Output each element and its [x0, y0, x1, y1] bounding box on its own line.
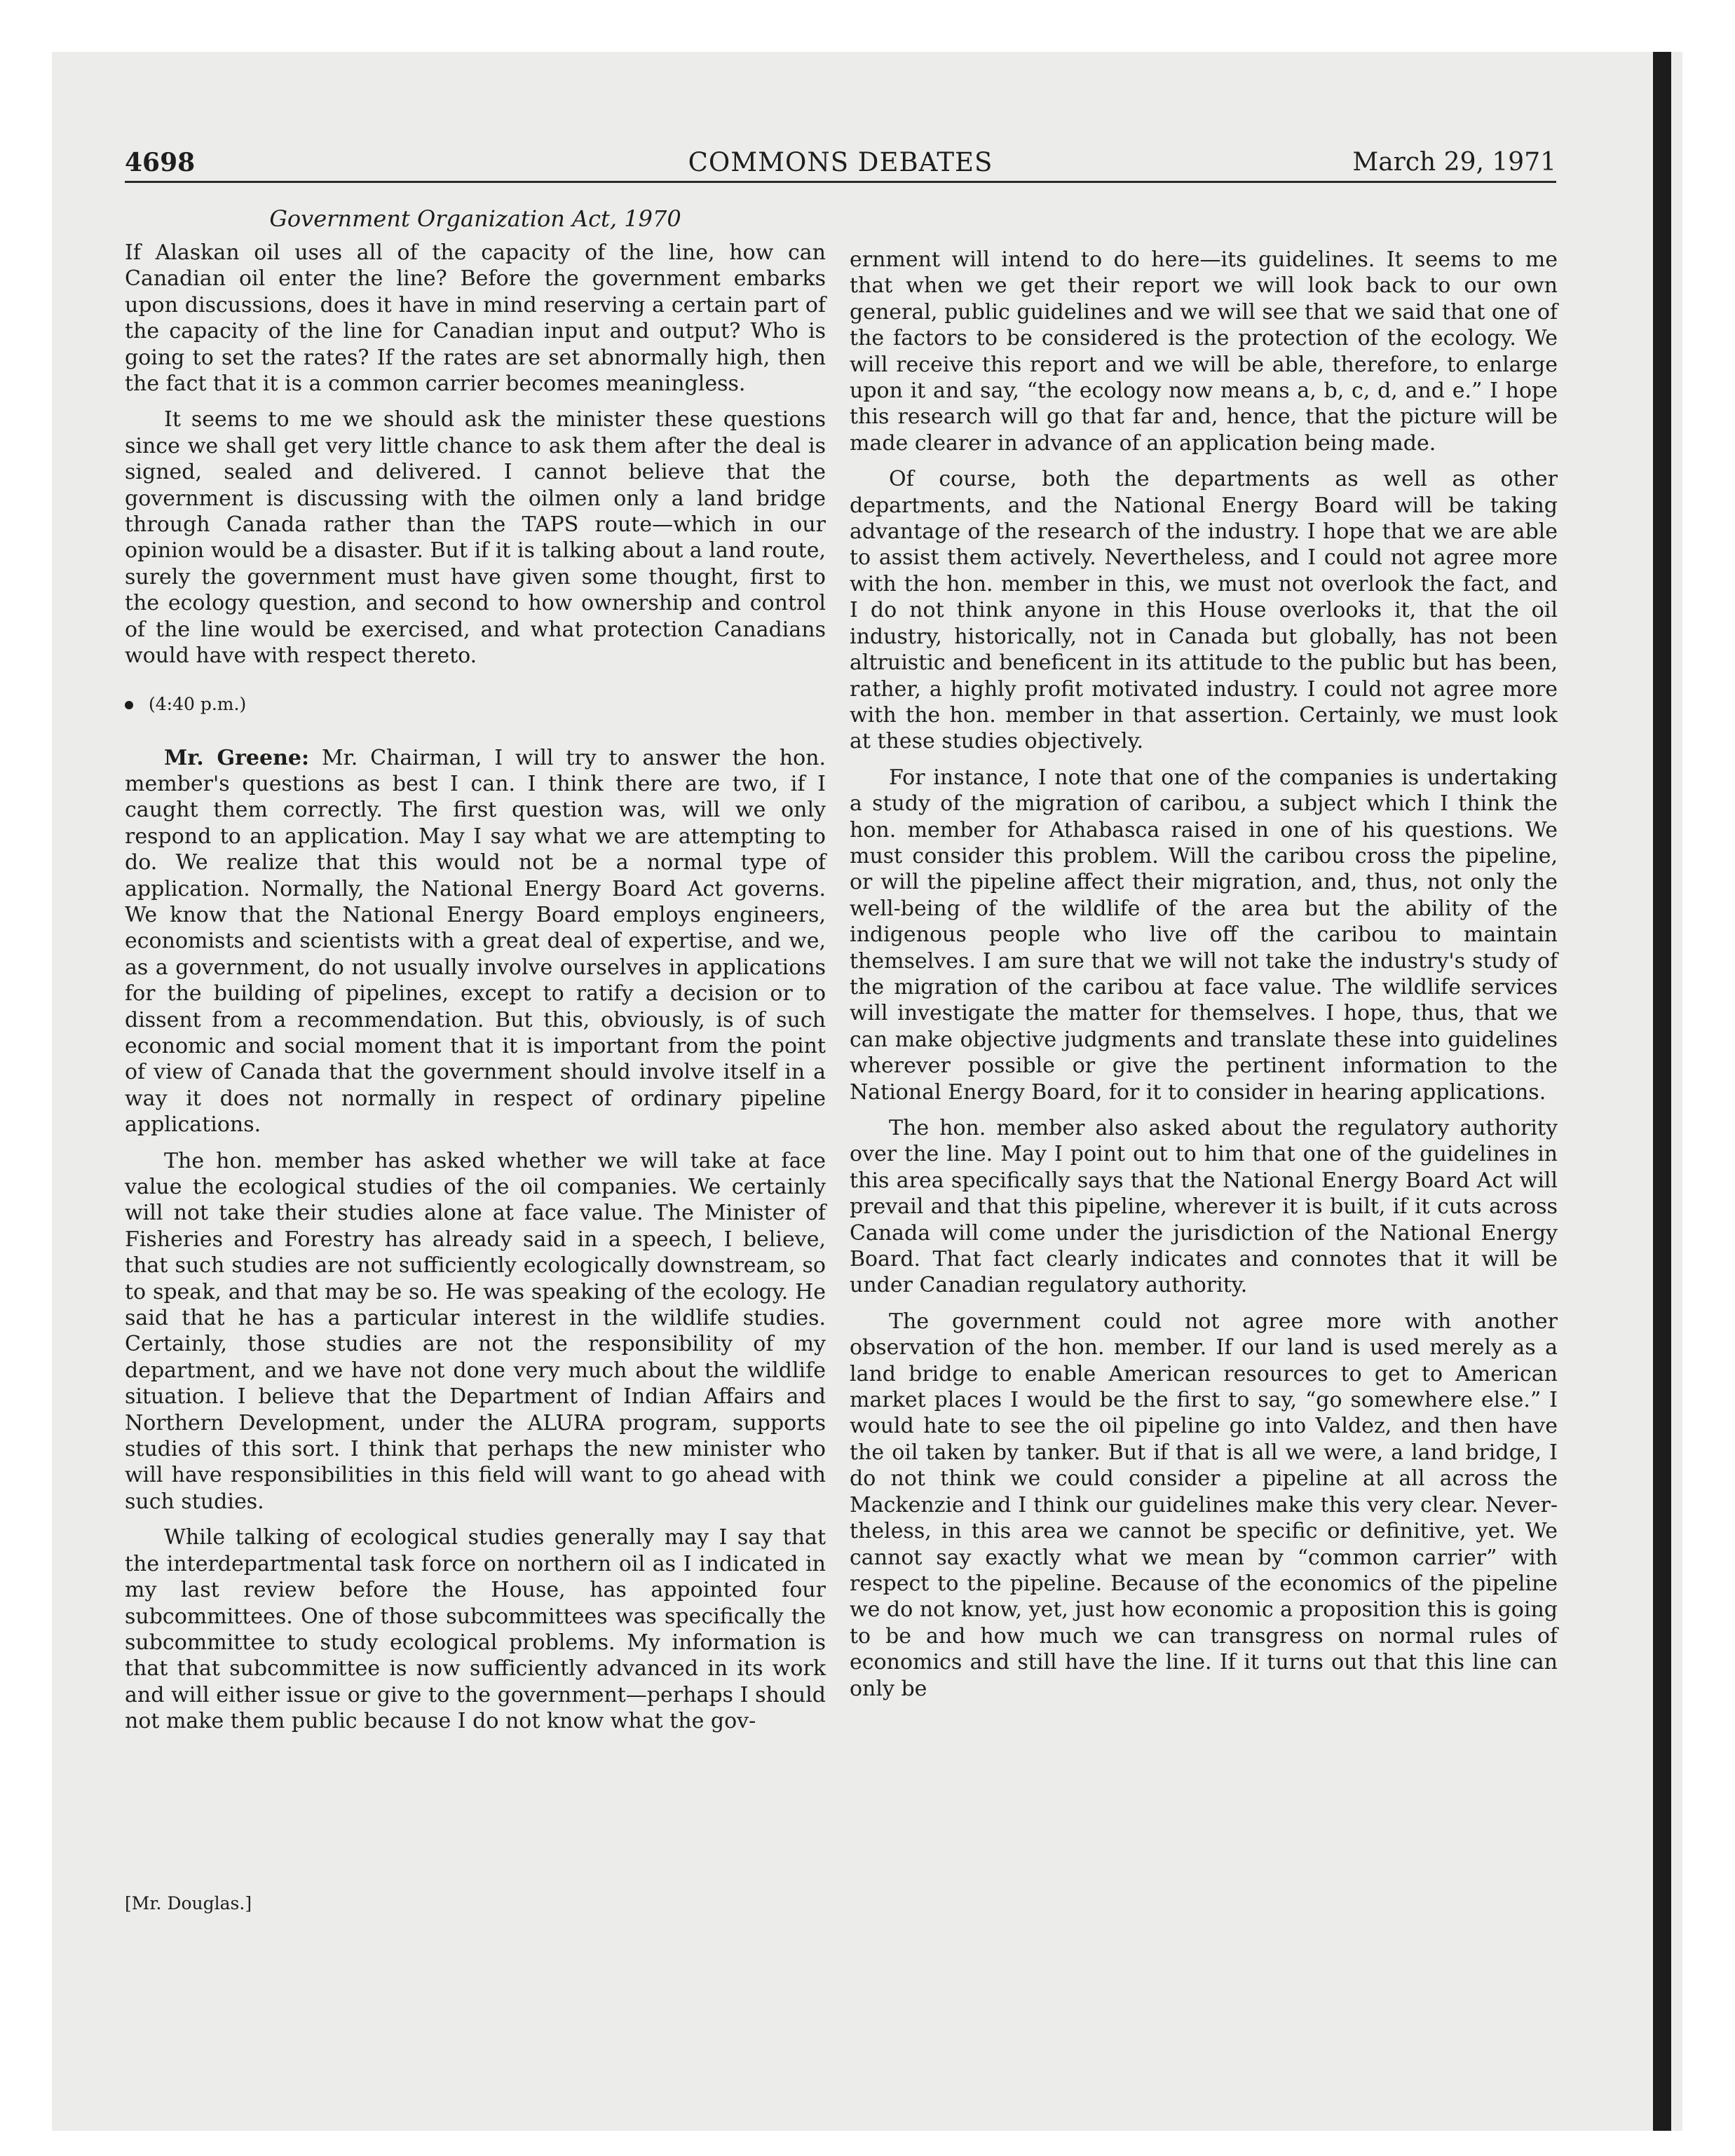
page-number: 4698	[125, 148, 196, 177]
time-note	[125, 693, 826, 716]
right-column	[850, 247, 1558, 1712]
paragraph: ernment will intend to do here—its guidelines. It seems to me that when we get their report we will look back to our own general, public guidelines and we will see that we said that one of the factors to be considered is the protection of the ecology. We will receive this report and we will be able, therefore, to enlarge upon it and say, “the ecology now means a, b, c, d, and e.” I hope this research will go that far and, hence, that the picture will be made clearer in advance of an application being made.	[850, 247, 1558, 456]
paragraph: If Alaskan oil uses all of the capacity of the line, how can Canadian oil enter the line? Before the government embarks upon discussions, does it have in mind reserving a certain part of the capacity of the line for Canadian input and output? Who is going to set the rates? If the rates are set abnormally high, then the fact that it is a common carrier becomes meaningless.	[125, 240, 826, 397]
speaker-paragraph	[125, 745, 826, 1138]
bullet-icon	[125, 701, 133, 709]
binding-edge	[1653, 52, 1671, 2131]
footer-note: [Mr. Douglas.]	[125, 1893, 252, 1913]
paragraph: The hon. member also asked about the regulatory authority over the line. May I point out to him that one of the guidelines in this area specifically says that the National Energy Board Act will prevail and that this pipeline, wherever it is built, if it cuts across Canada will come under the jurisdiction of the National Energy Board. That fact clearly indicates and connotes that it will be under Canadian regulatory authority.	[850, 1116, 1558, 1298]
speaker-name: Mr. Greene:	[164, 745, 310, 770]
page-date: March 29, 1971	[1352, 148, 1556, 177]
paragraph: Of course, both the departments as well as other departments, and the National Energy Board will be taking advantage of the research of the industry. I hope that we are able to assist them actively. Nevertheless, and I could not agree more with the hon. member in this, we must not overlook the fact, and I do not think anyone in this House overlooks it, that the oil industry, historically, not in Canada but globally, has not been altruistic and beneficent in its attitude to the public but has been, rather, a highly profit motivated industry. I could not agree more with the hon. member in that assertion. Certainly, we must look at these studies objectively.	[850, 467, 1558, 754]
paragraph: It seems to me we should ask the minister these questions since we shall get very little chance to ask them after the deal is signed, sealed and delivered. I cannot believe that the government is discussing with the oilmen only a land bridge through Canada rather than the TAPS route—which in our opinion would be a disaster. But if it is talking about a land route, surely the government must have given some thought, first to the ecology question, and second to how ownership and control of the line would be exercised, and what protection Canadians would have with respect thereto.	[125, 407, 826, 669]
left-column	[125, 205, 826, 1745]
speech-text: Mr. Chairman, I will try to answer the hon. member's questions as best I can. I think there are two, if I caught them correctly. The first question was, will we only respond to an application. May I say what we are attempting to do. We realize that this would not be a normal type of application. Normally, the National Energy Board Act governs. We know that the National Energy Board employs engineers, economists and scientists with a great deal of expertise, and we, as a government, do not usually involve ourselves in applications for the building of pipelines, except to ratify a decision or to dissent from a recommendation. But this, obviously, is of such economic and social moment that it is important from the point of view of Canada that the government should involve itself in a way it does not normally in respect of ordinary pipeline applications.	[125, 745, 826, 1138]
paragraph: The government could not agree more with another observation of the hon. member. If our land is used merely as a land bridge to enable American resources to get to American market places I would be the first to say, “go somewhere else.” I would hate to see the oil pipeline go into Valdez, and then have the oil taken by tanker. But if that is all we were, a land bridge, I do not think we could consider a pipeline at all across the Mackenzie and I think our guidelines make this very clear. Nevertheless, in this area we cannot be specific or definitive, yet. We cannot say exactly what we mean by “common carrier” with respect to the pipeline. Because of the economics of the pipeline we do not know, yet, just how economic a proposition this is going to be and how much we can transgress on normal rules of economics and still have the line. If it turns out that this line can only be	[850, 1309, 1558, 1701]
paragraph: For instance, I note that one of the companies is undertaking a study of the migration of caribou, a subject which I think the hon. member for Athabasca raised in one of his questions. We must consider this problem. Will the caribou cross the pipeline, or will the pipeline affect their migration, and, thus, not only the well-being of the wildlife of the area but the ability of the indigenous people who live off the caribou to maintain themselves. I am sure that we will not take the industry's study of the migration of the caribou at face value. The wildlife services will investigate the matter for themselves. I hope, thus, that we can make objective judgments and translate these into guidelines wherever possible or give the pertinent information to the National Energy Board, for it to consider in hearing applications.	[850, 765, 1558, 1105]
paragraph: The hon. member has asked whether we will take at face value the ecological studies of the oil companies. We certainly will not take their studies alone at face value. The Minister of Fisheries and Forestry has already said in a speech, I believe, that such studies are not sufficiently ecologically downstream, so to speak, and that may be so. He was speaking of the ecology. He said that he has a particular interest in the wildlife studies. Certainly, those studies are not the responsibility of my department, and we have not done very much about the wildlife situation. I believe that the Department of Indian Affairs and Northern Development, under the ALURA program, supports studies of this sort. I think that perhaps the new minister who will have responsibilities in this field will want to go ahead with such studies.	[125, 1148, 826, 1514]
running-head: Government Organization Act, 1970	[269, 205, 681, 232]
publication-title: COMMONS DEBATES	[688, 147, 993, 177]
time-note-text: (4:40 p.m.)	[149, 693, 247, 714]
paragraph: While talking of ecological studies generally may I say that the interdepartmental task force on northern oil as I indicated in my last review before the House, has appointed four subcommittees. One of those subcommittees was specifically the subcommittee to study ecological problems. My information is that that subcommittee is now sufficiently advanced in its work and will either issue or give to the government—perhaps I should not make them public because I do not know what the gov-	[125, 1525, 826, 1734]
page-header	[125, 146, 1556, 183]
